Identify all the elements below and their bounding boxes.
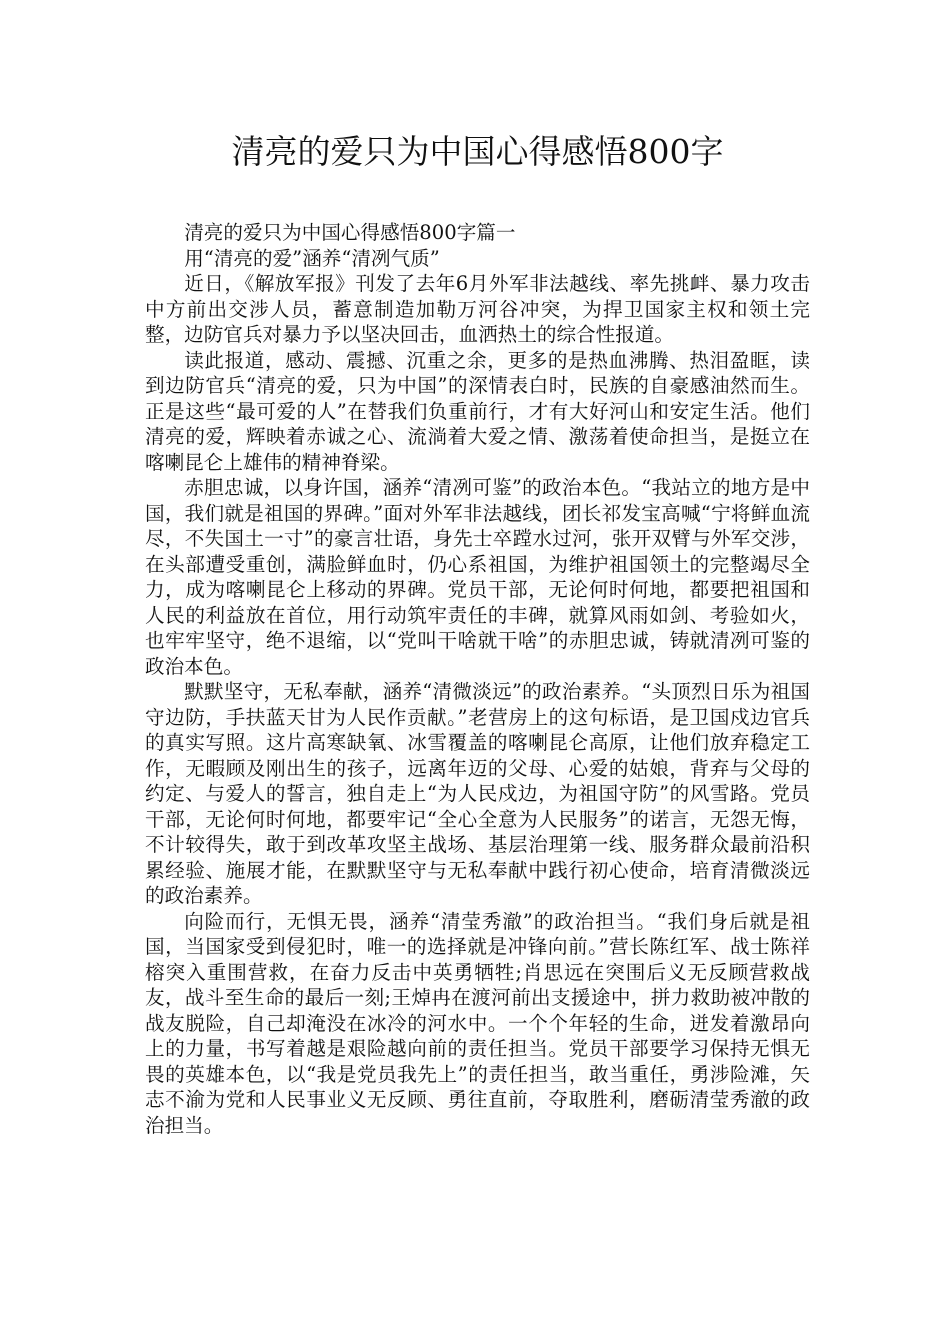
paragraph-3: 赤胆忠诚，以身许国，涵养“清冽可鉴”的政治本色。“我站立的地方是中国，我们就是祖国的界碑。”面对外军非法越线，团长祁发宝高喊“宁将鲜血流尽，不失国土一寸”的豪言壮语，身先士卒蹚水过河，张开双臂与外军交涉，在头部遭受重创，满脸鲜血时，仍心系祖国，为维护祖国领土的完整竭尽全力，成为喀喇昆仑上移动的界碑。党员干部，无论何时何地，都要把祖国和人民的利益放在首位，用行动筑牢责任的丰碑，就算风雨如剑、考验如火，也牢牢坚守，绝不退缩，以“党叫干啥就干啥”的赤胆忠诚，铸就清冽可鉴的政治本色。 <box>145 476 810 678</box>
paragraph-4: 默默坚守，无私奉献，涵养“清微淡远”的政治素养。“头顶烈日乐为祖国守边防，手扶蓝天甘为人民作贡献。”老营房上的这句标语，是卫国戍边官兵的真实写照。这片高寒缺氧、冰雪覆盖的喀喇昆仑高原，让他们放弃稳定工作，无暇顾及刚出生的孩子，远离年迈的父母、心爱的姑娘，背弃与父母的约定、与爱人的誓言，独自走上“为人民戍边，为祖国守防”的风雪路。党员干部，无论何时何地，都要牢记“全心全意为人民服务”的诺言，无怨无悔，不计较得失，敢于到改革攻坚主战场、基层治理第一线、服务群众最前沿积累经验、施展才能，在默默坚守与无私奉献中践行初心使命，培育清微淡远的政治素养。 <box>145 680 810 907</box>
section-heading: 清亮的爱只为中国心得感悟800字篇一 <box>184 221 516 244</box>
paragraph-5: 向险而行，无惧无畏，涵养“清莹秀澈”的政治担当。“我们身后就是祖国，当国家受到侵犯时，唯一的选择就是冲锋向前。”营长陈红军、战士陈祥榕突入重围营救，在奋力反击中英勇牺牲;肖思远在突围后义无反顾营救战友，战斗至生命的最后一刻;王焯冉在渡河前出支援途中，拼力救助被冲散的战友脱险，自己却淹没在冰冷的河水中。一个个年轻的生命，迸发着激昂向上的力量，书写着越是艰险越向前的责任担当。党员干部要学习保持无惧无畏的英雄本色，以“我是党员我先上”的责任担当，敢当重任，勇涉险滩，矢志不渝为党和人民事业义无反顾、勇往直前，夺取胜利，磨砺清莹秀澈的政治担当。 <box>145 909 810 1137</box>
paragraph-2: 读此报道，感动、震撼、沉重之余，更多的是热血沸腾、热泪盈眶，读到边防官兵“清亮的爱，只为中国”的深情表白时，民族的自豪感油然而生。正是这些“最可爱的人”在替我们负重前行，才有大好河山和安定生活。他们清亮的爱，辉映着赤诚之心、流淌着大爱之情、激荡着使命担当，是挺立在喀喇昆仑上雄伟的精神脊梁。 <box>145 348 810 474</box>
section-subheading: 用“清亮的爱”涵养“清冽气质” <box>184 246 440 270</box>
document-body <box>145 220 810 1138</box>
paragraph-1: 近日，《解放军报》刊发了去年6月外军非法越线、率先挑衅、暴力攻击中方前出交涉人员，蓄意制造加勒万河谷冲突，为捍卫国家主权和领土完整，边防官兵对暴力予以坚决回击，血洒热土的综合性报道。 <box>145 272 810 346</box>
document-title: 清亮的爱只为中国心得感悟800字 <box>231 132 724 171</box>
